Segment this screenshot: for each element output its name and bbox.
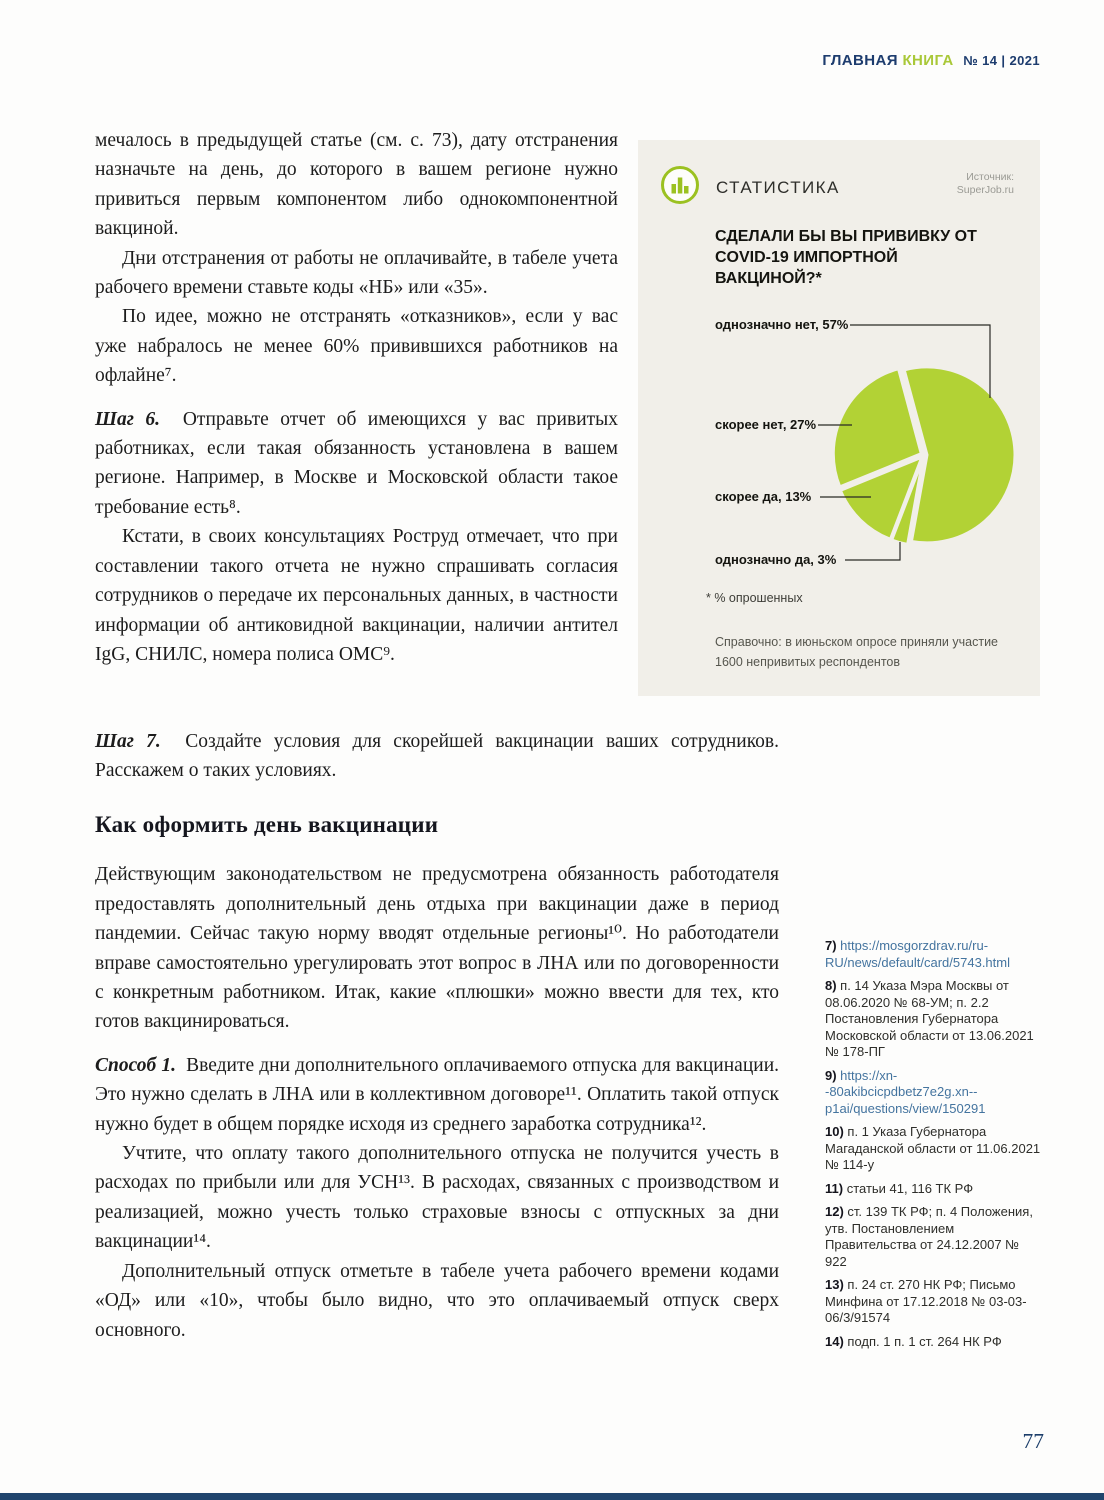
source-line-2: SuperJob.ru (956, 184, 1014, 196)
footnote-item (825, 1124, 1044, 1174)
footnote-number: 12) (825, 1204, 848, 1219)
paragraph-lead: Способ 1. (95, 1054, 187, 1076)
footnote-link[interactable]: https://xn--80akibcicpdbetz7e2g.xn--p1ai/questions/view/150291 (825, 1067, 986, 1116)
footnote-text: п. 14 Указа Мэра Москвы от 08.06.2020 № 68-УМ; п. 2.2 Постановления Губернатора Московской области от 13.06.2021 № 178-ПГ (825, 978, 1034, 1059)
footnote-text: п. 24 ст. 270 НК РФ; Письмо Минфина от 17.12.2018 № 03-03-06/3/91574 (825, 1277, 1027, 1325)
paragraph: Кстати, в своих консультациях Роструд отмечает, что при составлении такого отчета не нужно спрашивать согласия сотрудников о передаче их персональных данных, в частности информации об антиковидной вакцинации, наличии антител IgG, СНИЛС, номера полиса ОМС⁹. (95, 526, 618, 665)
pie-label: однозначно да, 3% (715, 552, 837, 567)
chart-note: Справочно: в июньском опросе приняли участие 1600 непривитых респондентов (715, 635, 999, 669)
masthead (822, 52, 1040, 69)
step7-paragraph (95, 727, 779, 786)
footnote-number: 9) (825, 1067, 841, 1083)
footnote-number: 14) (825, 1333, 848, 1349)
footnote-item (825, 1277, 1044, 1327)
footnote-number: 10) (825, 1124, 848, 1139)
footnote-text: подп. 1 п. 1 ст. 264 НК РФ (847, 1333, 1002, 1349)
section-heading: Как оформить день вакцинации (95, 812, 439, 837)
footnote-item (825, 1204, 1044, 1270)
footnote-number: 11) (825, 1180, 847, 1196)
pie-label: скорее да, 13% (715, 489, 812, 504)
pie-label: скорее нет, 27% (715, 417, 817, 432)
paragraph: мечалось в предыдущей статье (см. с. 73), дату отстранения назначьте на день, до которого в вашем регионе нужно привиться первым компонентом либо однокомпонентной вакциной. (95, 130, 618, 240)
footnote-number: 8) (825, 978, 841, 993)
footnote-item (825, 978, 1044, 1061)
source-line-1: Источник: (966, 171, 1014, 183)
footnote-item (825, 938, 1044, 971)
paragraph: Шаг 6. Отправьте отчет об имеющихся у вас привитых работниках, если такая обязанность установлена в вашем регионе. Например, в Москве и Московской области такое требование есть⁸. (95, 408, 619, 518)
footnote-item (825, 1334, 1044, 1351)
statistics-infobox (638, 140, 1040, 696)
footnote-text: п. 1 Указа Губернатора Магаданской области от 11.06.2021 № 114-у (825, 1124, 1041, 1172)
footnote-link[interactable]: https://mosgorzdrav.ru/ru-RU/news/default/card/5743.html (825, 938, 1010, 970)
paragraph: Дополнительный отпуск отметьте в табеле учета рабочего времени кодами «ОД» или «10», чтобы было видно, что это оплачиваемый отпуск сверх основного. (95, 1260, 779, 1341)
paragraph: Учтите, что оплату такого дополнительного отпуска не получится учесть в расходах по прибыли или для УСН¹³. В расходах, связанных с производством и реализацией, можно учесть только страховые взносы с отпускных за дни вакцинации¹⁴. (95, 1143, 779, 1253)
paragraph: Действующим законодательством не предусмотрена обязанность работодателя предоставлять дополнительный день отдыха при вакцинации даже в период пандемии. Сейчас такую норму вводят отдельные регионы¹⁰. Но работодатели вправе самостоятельно урегулировать этот вопрос в ЛНА или по договоренности с конкретным работником. Итак, какие «плюшки» можно ввести для тех, кто готов вакцинироваться. (95, 864, 779, 1033)
footnotes (825, 938, 1044, 1357)
paragraph: Дни отстранения от работы не оплачивайте, в табеле учета рабочего времени ставьте коды «НБ» или «35». (95, 247, 618, 299)
paragraph: По идее, можно не отстранять «отказников», если у вас уже набралось не менее 60% привившихся работников на офлайне⁷. (95, 306, 618, 387)
article-left-column (95, 126, 618, 669)
pie-label: однозначно нет, 57% (715, 317, 849, 332)
section (95, 810, 779, 1345)
footnote-item (825, 1068, 1044, 1118)
pie (833, 367, 1015, 545)
paragraph: Шаг 7. Создайте условия для скорейшей вакцинации ваших сотрудников. Расскажем о таких условиях. (95, 731, 780, 782)
paragraph-lead: Шаг 6. (95, 408, 183, 430)
footnote-item (825, 1181, 1044, 1198)
brand-secondary: КНИГА (902, 52, 954, 69)
chart-footnote: * % опрошенных (706, 591, 803, 605)
footnote-text: ст. 139 ТК РФ; п. 4 Положения, утв. Постановлением Правительства от 24.12.2007 № 922 (825, 1204, 1033, 1269)
infobox-label: СТАТИСТИКА (716, 178, 840, 197)
section-paragraphs (95, 860, 779, 1345)
paragraph-lead: Шаг 7. (95, 731, 186, 752)
footnote-number: 13) (825, 1277, 848, 1292)
leader-line (845, 542, 900, 560)
footnote-number: 7) (825, 938, 841, 953)
issue-number: № 14 | 2021 (963, 53, 1040, 68)
pie-chart (638, 140, 1040, 696)
brand-primary: ГЛАВНАЯ (822, 52, 898, 69)
page-number: 77 (1022, 1429, 1044, 1453)
paragraph: Способ 1. Введите дни дополнительного оплачиваемого отпуска для вакцинации. Это нужно сделать в ЛНА или в коллективном договоре¹¹. Оплатить такой отпуск нужно будет в общем порядке исходя из среднего заработка сотрудника¹². (95, 1054, 779, 1135)
chart-title: СДЕЛАЛИ БЫ ВЫ ПРИВИВКУ ОТ COVID-19 ИМПОРТНОЙ ВАКЦИНОЙ?* (715, 228, 977, 287)
bottom-border (0, 1493, 1104, 1500)
footnote-text: статьи 41, 116 ТК РФ (846, 1180, 974, 1196)
